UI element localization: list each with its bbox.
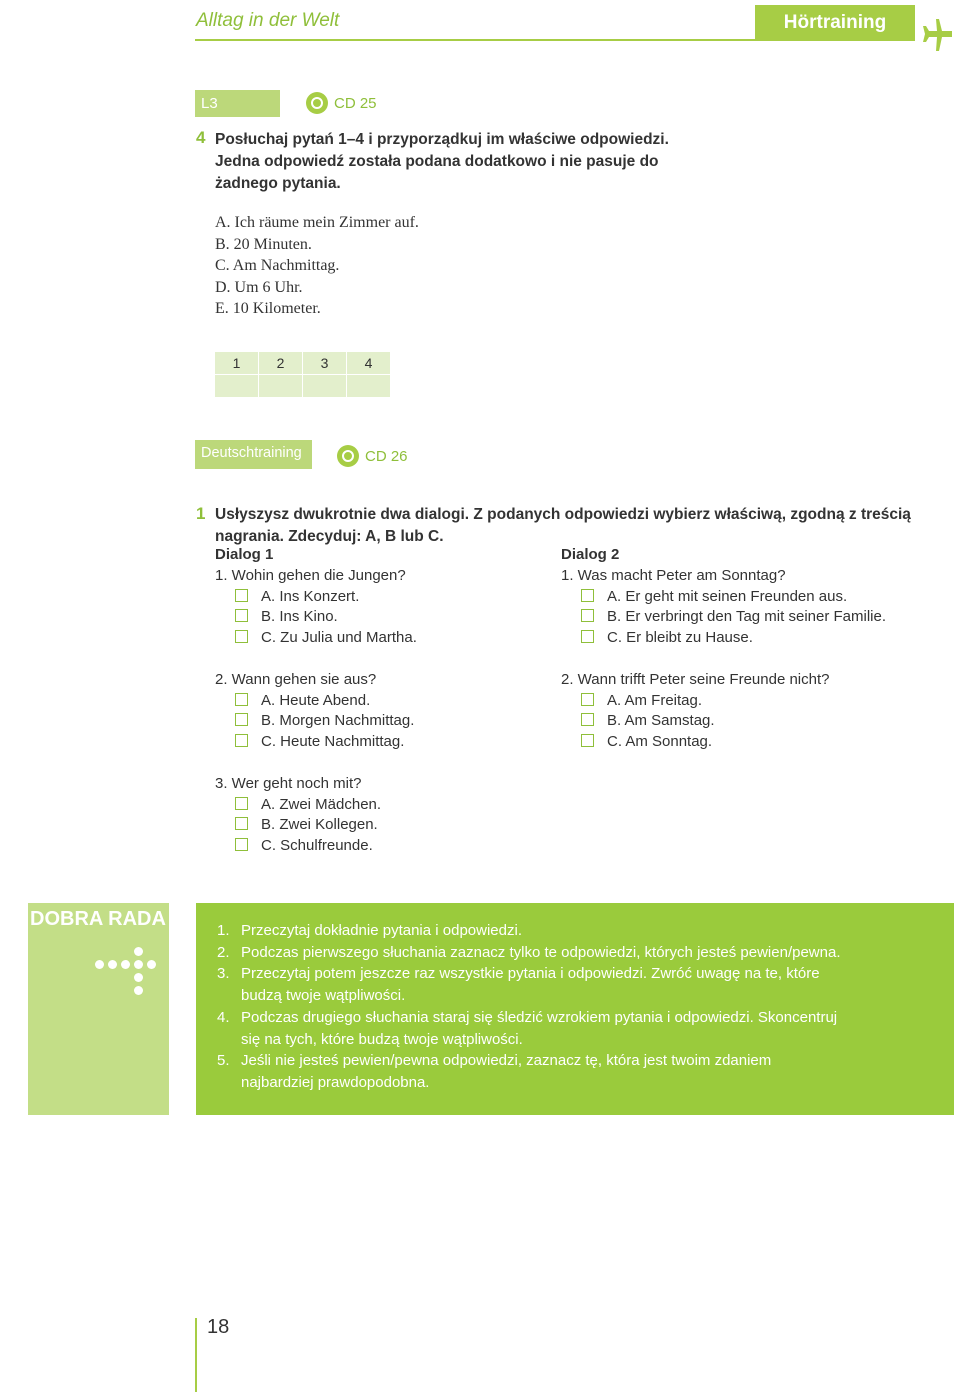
tip-line: Przeczytaj dokładnie pytania i odpowiedzi.: [241, 922, 522, 939]
tip-line: Podczas drugiego słuchania staraj się śledzić wzrokiem pytania i odpowiedzi. Skoncentruj: [241, 1008, 838, 1026]
page-number: 18: [207, 1316, 230, 1338]
cd-track: [306, 92, 377, 114]
option-row[interactable]: [215, 607, 545, 628]
option-row[interactable]: [215, 628, 545, 649]
option-row[interactable]: [215, 836, 545, 857]
checkbox[interactable]: [581, 734, 594, 747]
option-row[interactable]: [215, 795, 545, 816]
tip-item: [217, 942, 947, 964]
checkbox[interactable]: [581, 589, 594, 602]
grid-header: 4: [347, 352, 390, 374]
checkbox[interactable]: [235, 589, 248, 602]
tip-number: 3.: [217, 965, 230, 983]
answer-list: [215, 212, 419, 320]
answer-grid: [215, 352, 390, 397]
option-label: B. Er verbringt den Tag mit seiner Familie.: [607, 608, 887, 626]
tip-title: DOBRA RADA: [30, 908, 166, 930]
instruction-line: Usłyszysz dwukrotnie dwa dialogi. Z podanych odpowiedzi wybierz właściwą, zgodną z treścią: [215, 506, 911, 523]
lesson-label: L3: [195, 90, 280, 117]
answer-option: A. Ich räume mein Zimmer auf.: [215, 214, 419, 231]
option-label: A. Zwei Mädchen.: [261, 795, 382, 813]
option-label: A. Am Freitag.: [607, 691, 703, 709]
option-row[interactable]: [561, 691, 941, 712]
answer-cell[interactable]: [259, 375, 302, 397]
checkbox[interactable]: [235, 817, 248, 830]
checkbox[interactable]: [581, 609, 594, 622]
option-label: B. Zwei Kollegen.: [261, 816, 378, 834]
answer-cell[interactable]: [215, 375, 258, 397]
grid-header: 1: [215, 352, 258, 374]
dialog-title: Dialog 1: [215, 546, 274, 563]
tip-sidebar: [28, 903, 169, 1115]
tip-number: 5.: [217, 1052, 230, 1070]
option-label: C. Schulfreunde.: [261, 837, 373, 855]
option-label: C. Er bleibt zu Hause.: [607, 629, 753, 647]
tip-number: 4.: [217, 1008, 230, 1026]
checkbox[interactable]: [235, 713, 248, 726]
checkbox[interactable]: [235, 693, 248, 706]
option-row[interactable]: [561, 607, 941, 628]
instruction-line: nagrania. Zdecyduj: A, B lub C.: [215, 528, 444, 545]
cd-track-label: CD 25: [334, 94, 377, 112]
tip-line: Jeśli nie jesteś pewien/pewna odpowiedzi, zaznacz tę, która jest twoim zdaniem: [241, 1052, 772, 1070]
tip-item: [217, 1050, 947, 1093]
section-tab: Hörtraining: [755, 5, 915, 40]
instruction-line: Posłuchaj pytań 1–4 i przyporządkuj im właściwe odpowiedzi.: [215, 131, 669, 148]
section-label: Deutschtraining: [195, 440, 312, 469]
dialog-1: [215, 545, 545, 857]
tip-line: Podczas pierwszego słuchania zaznacz tylko te odpowiedzi, których jesteś pewien/pewna.: [241, 943, 841, 961]
tip-line: Przeczytaj potem jeszcze raz wszystkie pytania i odpowiedzi. Zwróć uwagę na te, które: [241, 965, 820, 983]
question: 3. Wer geht noch mit?: [215, 774, 362, 792]
question: 1. Was macht Peter am Sonntag?: [561, 566, 786, 584]
option-label: B. Am Samstag.: [607, 712, 715, 730]
cd-icon: [337, 445, 359, 467]
checkbox[interactable]: [235, 797, 248, 810]
checkbox[interactable]: [235, 734, 248, 747]
option-row[interactable]: [215, 732, 545, 753]
tip-number: 1.: [217, 922, 230, 939]
checkbox[interactable]: [581, 713, 594, 726]
tip-item: [217, 1007, 947, 1050]
option-label: C. Zu Julia und Martha.: [261, 629, 417, 647]
option-label: B. Ins Kino.: [261, 608, 338, 626]
exercise-number: 1: [196, 504, 206, 523]
running-title: Alltag in der Welt: [196, 10, 340, 31]
grid-header: 2: [259, 352, 302, 374]
airplane-icon: [918, 17, 954, 53]
page-number-rule: [195, 1318, 197, 1392]
instruction-line: Jedna odpowiedź została podana dodatkowo i nie pasuje do: [215, 153, 659, 170]
exercise-number: 4: [196, 128, 206, 147]
answer-option: D. Um 6 Uhr.: [215, 278, 303, 296]
option-row[interactable]: [215, 711, 545, 732]
checkbox[interactable]: [235, 838, 248, 851]
tip-number: 2.: [217, 943, 230, 961]
checkbox[interactable]: [581, 630, 594, 643]
tip-line: najbardziej prawdopodobna.: [241, 1073, 430, 1091]
tip-item: [217, 920, 947, 942]
exercise-instruction: [215, 129, 669, 195]
option-label: C. Am Sonntag.: [607, 733, 713, 751]
dots-decoration-icon: [95, 945, 165, 1000]
checkbox[interactable]: [235, 609, 248, 622]
question: 1. Wohin gehen die Jungen?: [215, 566, 406, 584]
tip-item: [217, 963, 947, 1006]
checkbox[interactable]: [581, 693, 594, 706]
option-row[interactable]: [215, 587, 545, 608]
cd-track-label: CD 26: [365, 447, 408, 465]
cd-track: [337, 445, 408, 467]
exercise-instruction: [215, 504, 911, 548]
question: 2. Wann trifft Peter seine Freunde nicht?: [561, 670, 830, 688]
option-label: A. Er geht mit seinen Freunden aus.: [607, 587, 848, 605]
option-row[interactable]: [561, 711, 941, 732]
cd-icon: [306, 92, 328, 114]
answer-option: B. 20 Minuten.: [215, 235, 312, 253]
tip-line: budzą twoje wątpliwości.: [241, 987, 406, 1005]
dialog-title: Dialog 2: [561, 546, 620, 563]
tip-line: się na tych, które budzą twoje wątpliwości.: [241, 1030, 523, 1048]
answer-cell[interactable]: [347, 375, 390, 397]
option-row[interactable]: [215, 815, 545, 836]
answer-cell[interactable]: [303, 375, 346, 397]
grid-header: 3: [303, 352, 346, 374]
instruction-line: żadnego pytania.: [215, 175, 341, 192]
option-row[interactable]: [561, 587, 941, 608]
dialog-2: [561, 545, 941, 753]
option-label: C. Heute Nachmittag.: [261, 733, 405, 751]
option-label: B. Morgen Nachmittag.: [261, 712, 415, 730]
tip-list: [217, 920, 947, 1094]
question: 2. Wann gehen sie aus?: [215, 670, 377, 688]
option-row[interactable]: [561, 628, 941, 649]
option-row[interactable]: [215, 691, 545, 712]
answer-option: C. Am Nachmittag.: [215, 257, 340, 274]
option-label: A. Heute Abend.: [261, 691, 371, 709]
checkbox[interactable]: [235, 630, 248, 643]
answer-option: E. 10 Kilometer.: [215, 300, 321, 317]
option-label: A. Ins Konzert.: [261, 587, 360, 605]
option-row[interactable]: [561, 732, 941, 753]
